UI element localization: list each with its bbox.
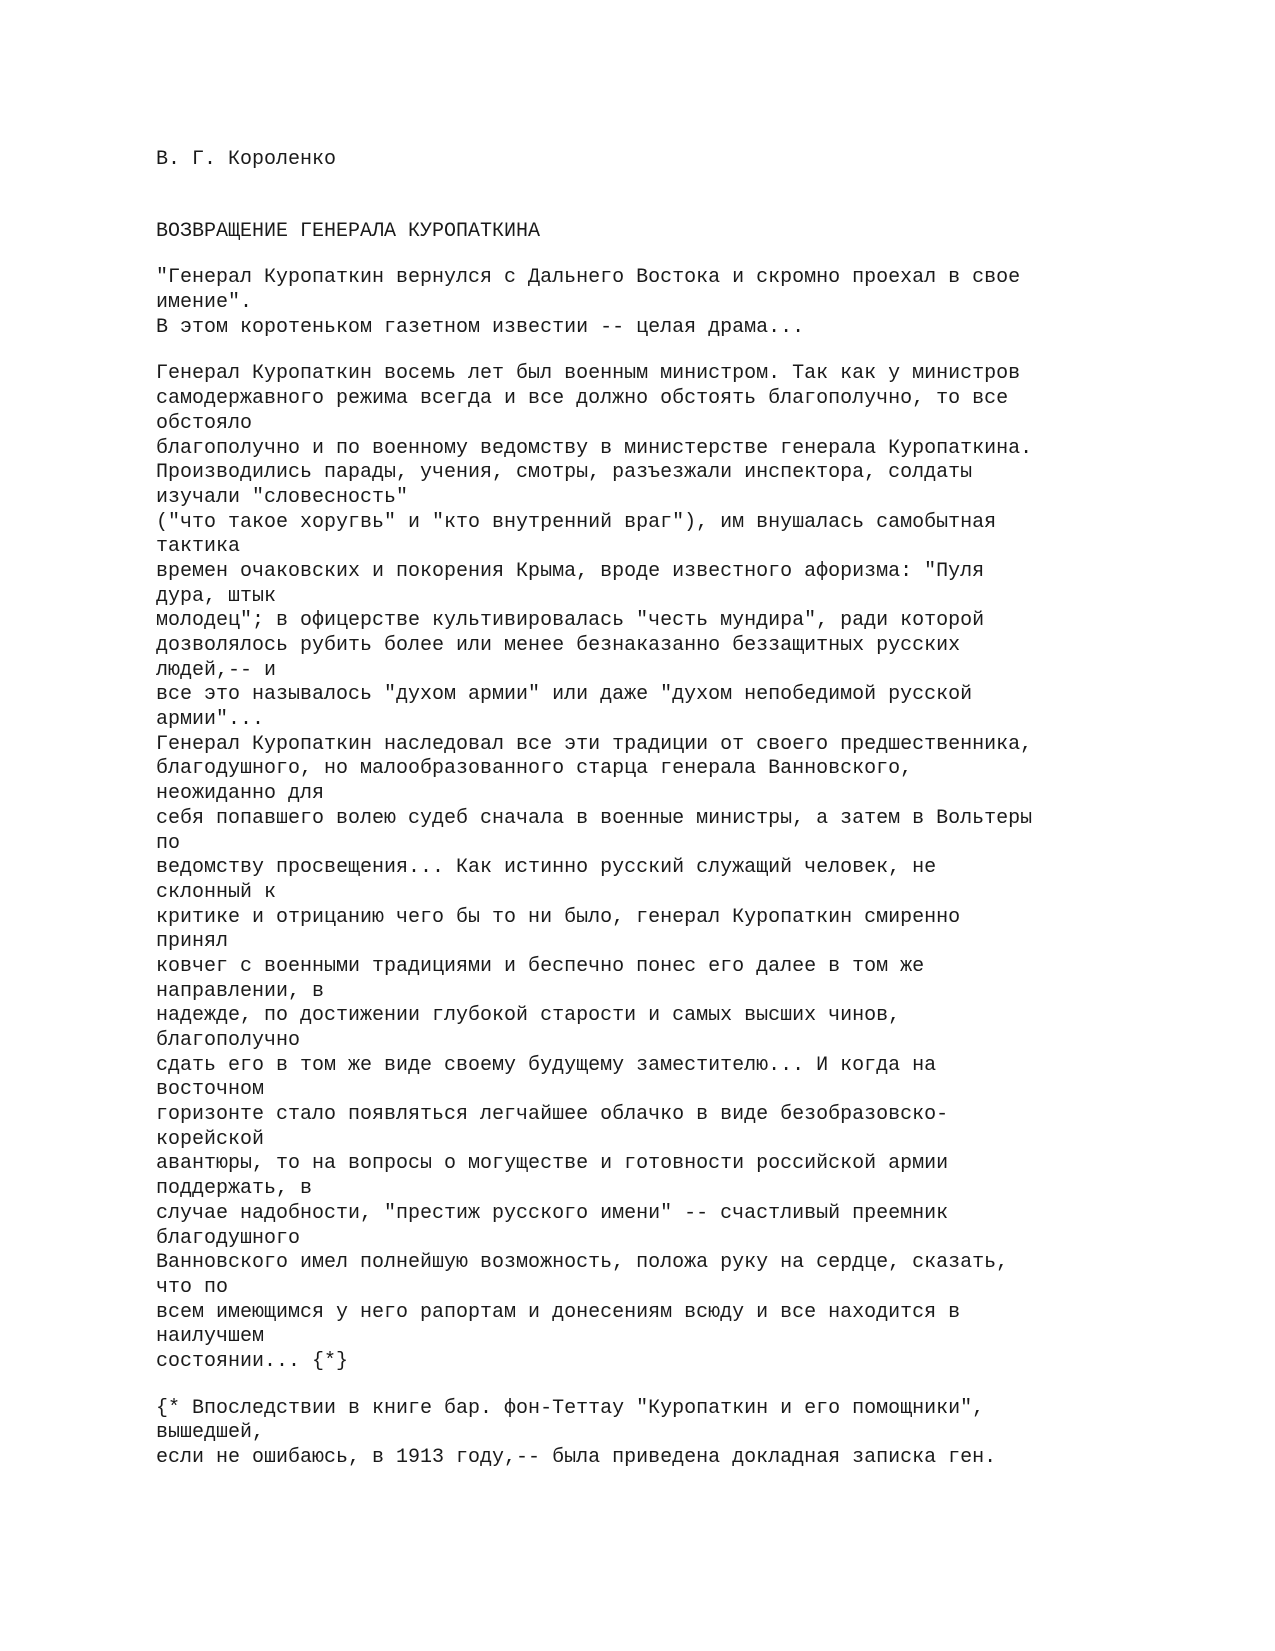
text-line: себя попавшего волею судеб сначала в военные министры, а затем в Вольтеры [156,806,1033,830]
text-line: благополучно [156,1029,301,1052]
text-line: благодушного, но малообразованного старца генерала Ванновского, [156,757,913,781]
text-line: корейской [156,1127,265,1151]
footnote-line: {* Впоследствии в книге бар. фон-Теттау "Куропаткин и его помощники", [156,1396,985,1420]
text-line: Генерал Куропаткин восемь лет был военным министром. Так как у министров [156,362,1021,386]
document-text [156,148,1156,1471]
text-line: В этом коротеньком газетном известии -- целая драма... [156,315,805,339]
document-title: ВОЗВРАЩЕНИЕ ГЕНЕРАЛА КУРОПАТКИНА [156,219,541,243]
text-line: Генерал Куропаткин наследовал все эти традиции от своего предшественника, [156,732,1033,756]
text-line: благодушного [156,1226,301,1250]
text-line: всем имеющимся у него рапортам и донесениям всюду и все находится в [156,1300,961,1324]
footnote [156,1397,1156,1471]
text-line: самодержавного режима всегда и все должно обстоять благополучно, то все [156,387,1009,411]
footnote-line: вышедшей, [156,1421,265,1445]
text-line: поддержать, в [156,1177,313,1201]
spacer [156,173,1156,220]
text-line: направлении, в [156,979,325,1003]
spacer [156,340,1156,362]
text-line: ковчег с военными традициями и беспечно понес его далее в том же [156,954,925,978]
text-line: дозволялось рубить более или менее безнаказанно беззащитных русских [156,634,961,657]
text-line: молодец"; в офицерстве культивировалась "честь мундира", ради которой [156,609,985,633]
spacer [156,1375,1156,1397]
text-line: критике и отрицанию чего бы то ни было, генерал Куропаткин смиренно [156,905,961,929]
text-line: случае надобности, "престиж русского имени" -- счастливый преемник [156,1201,949,1225]
text-line: армии"... [156,708,265,732]
text-line: по [156,831,181,855]
text-line: склонный к [156,880,277,904]
text-line: неожиданно для [156,782,325,806]
text-line: дура, штык [156,584,277,608]
text-line: принял [156,930,229,954]
author-line: В. Г. Короленко [156,148,337,171]
text-line: авантюры, то на вопросы о могуществе и готовности российской армии [156,1152,949,1176]
text-line: сдать его в том же виде своему будущему заместителю... И когда на [156,1053,937,1077]
text-line: что по [156,1275,229,1299]
text-line: Ванновского имел полнейшую возможность, положа руку на сердце, сказать, [156,1251,1009,1275]
text-line: благополучно и по военному ведомству в министерстве генерала Куропаткина. [156,436,1033,460]
text-line: состоянии... {*} [156,1349,349,1373]
text-line: восточном [156,1078,265,1102]
text-line: наилучшем [156,1325,265,1349]
spacer [156,244,1156,266]
text-line: "Генерал Куропаткин вернулся с Дальнего Востока и скромно проехал в свое [156,266,1021,290]
text-line: времен очаковских и покорения Крыма, вроде известного афоризма: "Пуля [156,559,985,583]
text-line: людей,-- и [156,658,277,682]
text-line: имение". [156,291,253,315]
text-line: все это называлось "духом армии" или даже "духом непобедимой русской [156,683,973,707]
text-line: обстояло [156,411,253,435]
text-line: изучали "словесность" [156,485,409,509]
text-line: надежде, по достижении глубокой старости и самых высших чинов, [156,1004,901,1028]
text-line: Производились парады, учения, смотры, разъезжали инспектора, солдаты [156,461,973,485]
intro-paragraph [156,266,1156,340]
text-line: ("что такое хоругвь" и "кто внутренний враг"), им внушалась самобытная [156,510,997,534]
body-paragraph [156,362,1156,1374]
footnote-line: если не ошибаюсь, в 1913 году,-- была приведена докладная записка ген. [156,1446,997,1469]
text-line: ведомству просвещения... Как истинно русский служащий человек, не [156,856,937,880]
text-line: тактика [156,535,241,559]
text-line: горизонте стало появляться легчайшее облачко в виде безобразовско- [156,1103,949,1127]
